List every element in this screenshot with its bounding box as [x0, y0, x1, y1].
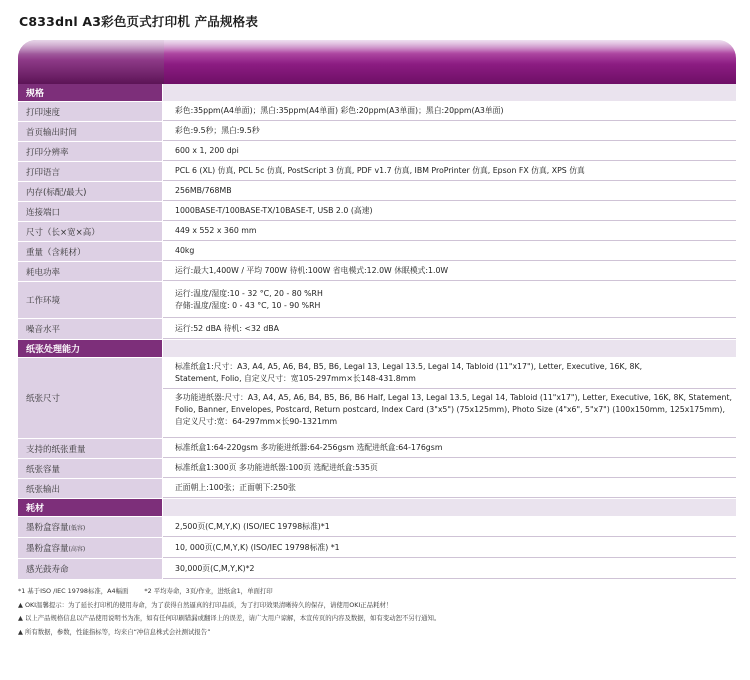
- table-row: [18, 162, 736, 182]
- section-header-consumables: [18, 499, 736, 517]
- row-value: 运行:最大1,400W / 平均 700W 待机:100W 省电模式:12.0W 休眠模式:1.0W: [163, 262, 736, 281]
- footnote-2: ▲ OKI温馨提示：为了延长打印机的使用寿命，为了获得自然逼真的打印品质，为了打印效果清晰持久的保存，请使用OKI正品耗材！: [18, 600, 393, 609]
- footnotes: [18, 585, 736, 639]
- section-label: 纸张处理能力: [18, 340, 163, 357]
- row-value: 30,000页(C,M,Y,K)*2: [163, 559, 736, 579]
- row-label-text: 感光鼓寿命: [26, 565, 69, 575]
- section-fill: [163, 340, 736, 357]
- table-row: [18, 122, 736, 142]
- table-row: [18, 182, 736, 202]
- row-label: 纸张尺寸: [18, 358, 163, 438]
- table-row: [18, 242, 736, 262]
- section-header-paper: [18, 340, 736, 358]
- table-row: [18, 142, 736, 162]
- env-storage: 存储:温度/湿度: 0 - 43 °C, 10 - 90 %RH: [175, 300, 321, 310]
- row-value: PCL 6 (XL) 仿真, PCL 5c 仿真, PostScript 3 仿真, PDF v1.7 仿真, IBM ProPrinter 仿真, Epson FX 仿真, XPS 仿真: [163, 162, 736, 181]
- row-value: 彩色:9.5秒；黑白:9.5秒: [163, 122, 736, 141]
- row-value: 彩色:35ppm(A4单面)；黑白:35ppm(A4单面) 彩色:20ppm(A3单面)；黑白:20ppm(A3单面): [163, 102, 736, 121]
- page-title: C833dnl A3彩色页式打印机 产品规格表: [19, 14, 259, 29]
- row-label: 噪音水平: [18, 319, 163, 339]
- paper-mp-line: 多功能进纸器:尺寸：A3, A4, A5, A6, B4, B5, B6, B6 Half, Legal 13, Legal 13.5, Legal 14, Tabloid (11"x17"), Letter, Executive, 16K, 8K, Statement,: [175, 393, 733, 402]
- section-label: 规格: [18, 84, 163, 101]
- row-label: [18, 517, 163, 537]
- banner-gloss: [18, 40, 736, 54]
- section-fill: [163, 499, 736, 516]
- row-value: 运行:52 dBA 待机: <32 dBA: [163, 319, 736, 339]
- row-label: 首页输出时间: [18, 122, 163, 141]
- section-header-spec: [18, 84, 736, 102]
- row-value: 600 x 1, 200 dpi: [163, 142, 736, 161]
- table-row: [18, 459, 736, 479]
- paper-size-multipurpose: [163, 388, 736, 430]
- table-row: [18, 517, 736, 538]
- row-label-text: 墨粉盒容量: [26, 523, 69, 533]
- row-value: [163, 358, 736, 438]
- row-label: 工作环境: [18, 282, 163, 318]
- row-label-text: 墨粉盒容量: [26, 544, 69, 554]
- row-value: 2,500页(C,M,Y,K) (ISO/IEC 19798标准)*1: [163, 517, 736, 537]
- row-label: 打印速度: [18, 102, 163, 121]
- row-label: 打印语言: [18, 162, 163, 181]
- table-row: [18, 262, 736, 282]
- env-operating: 运行:温度/湿度:10 - 32 °C, 20 - 80 %RH: [175, 288, 323, 298]
- row-value: 256MB/768MB: [163, 182, 736, 201]
- table-row-environment: [18, 282, 736, 319]
- spec-table: [18, 84, 736, 580]
- row-value: 1000BASE-T/100BASE-TX/10BASE-T, USB 2.0 (高速): [163, 202, 736, 221]
- row-label: 尺寸（长×宽×高）: [18, 222, 163, 241]
- row-label-tag: (高容): [68, 545, 86, 553]
- row-label: 打印分辨率: [18, 142, 163, 161]
- footnote-1: [18, 585, 736, 599]
- paper-std-line: 标准纸盒1:尺寸：A3, A4, A5, A6, B4, B5, B6, Legal 13, Legal 13.5, Legal 14, Tabloid (11"x17"), Letter, Executive, 16K, 8K,: [175, 362, 643, 371]
- header-banner: [18, 40, 736, 84]
- section-fill: [163, 84, 736, 101]
- footnote-4: ▲ 所有数据，参数，性能指标等，均来自“冲信息株式会社测试报告”: [18, 627, 211, 636]
- table-row: [18, 102, 736, 122]
- row-value: 正面朝上:100张；正面朝下:250张: [163, 479, 736, 498]
- row-value: 449 x 552 x 360 mm: [163, 222, 736, 241]
- row-value: 标准纸盒1:64-220gsm 多功能进纸器:64-256gsm 选配进纸盒:64-176gsm: [163, 439, 736, 458]
- table-row: [18, 559, 736, 580]
- row-label: 重量（含耗材）: [18, 242, 163, 261]
- table-row-noise: [18, 319, 736, 340]
- paper-size-standard: [175, 361, 736, 388]
- paper-mp-line: 自定义尺寸:宽：64-297mm×长90-1321mm: [175, 417, 338, 426]
- row-label: [18, 559, 163, 579]
- table-row: [18, 479, 736, 499]
- row-label: 纸张容量: [18, 459, 163, 478]
- row-label: [18, 538, 163, 558]
- row-value: [163, 282, 736, 318]
- section-label: 耗材: [18, 499, 163, 516]
- row-label: 纸张输出: [18, 479, 163, 498]
- footnote-1b: *2 平均寿命，3页/作业，进纸盒1，单面打印: [144, 587, 273, 595]
- paper-std-line: Statement, Folio, 自定义尺寸：宽105-297mm×长148-431.8mm: [175, 374, 416, 383]
- row-label-tag: (低容): [68, 524, 86, 532]
- table-row: [18, 538, 736, 559]
- table-row: [18, 202, 736, 222]
- row-label: 连接端口: [18, 202, 163, 221]
- table-row-paper-size: [18, 358, 736, 439]
- footnote-1a: *1 基于ISO /IEC 19798标准，A4幅面: [18, 587, 129, 595]
- footnote-3: ▲ 以上产品规格信息以产品使用说明书为准，如有任何印刷错漏或翻译上的误差，请广大用户谅解，本宣传页的内容及数据，如有变动恕不另行通知。: [18, 614, 441, 622]
- table-row: [18, 439, 736, 459]
- row-label: 支持的纸张重量: [18, 439, 163, 458]
- row-label: 耗电功率: [18, 262, 163, 281]
- table-row: [18, 222, 736, 242]
- row-label: 内存(标配/最大): [18, 182, 163, 201]
- row-value: 标准纸盒1:300页 多功能进纸器:100页 选配进纸盒:535页: [163, 459, 736, 478]
- row-value: 40kg: [163, 242, 736, 261]
- row-value: 10, 000页(C,M,Y,K) (ISO/IEC 19798标准) *1: [163, 538, 736, 558]
- paper-mp-line: Folio, Banner, Envelopes, Postcard, Return postcard, Index Card (3"x5") (75x125mm), Photo Size (4"x6", 5"x7") (100x150mm, 125x175mm),: [175, 405, 725, 414]
